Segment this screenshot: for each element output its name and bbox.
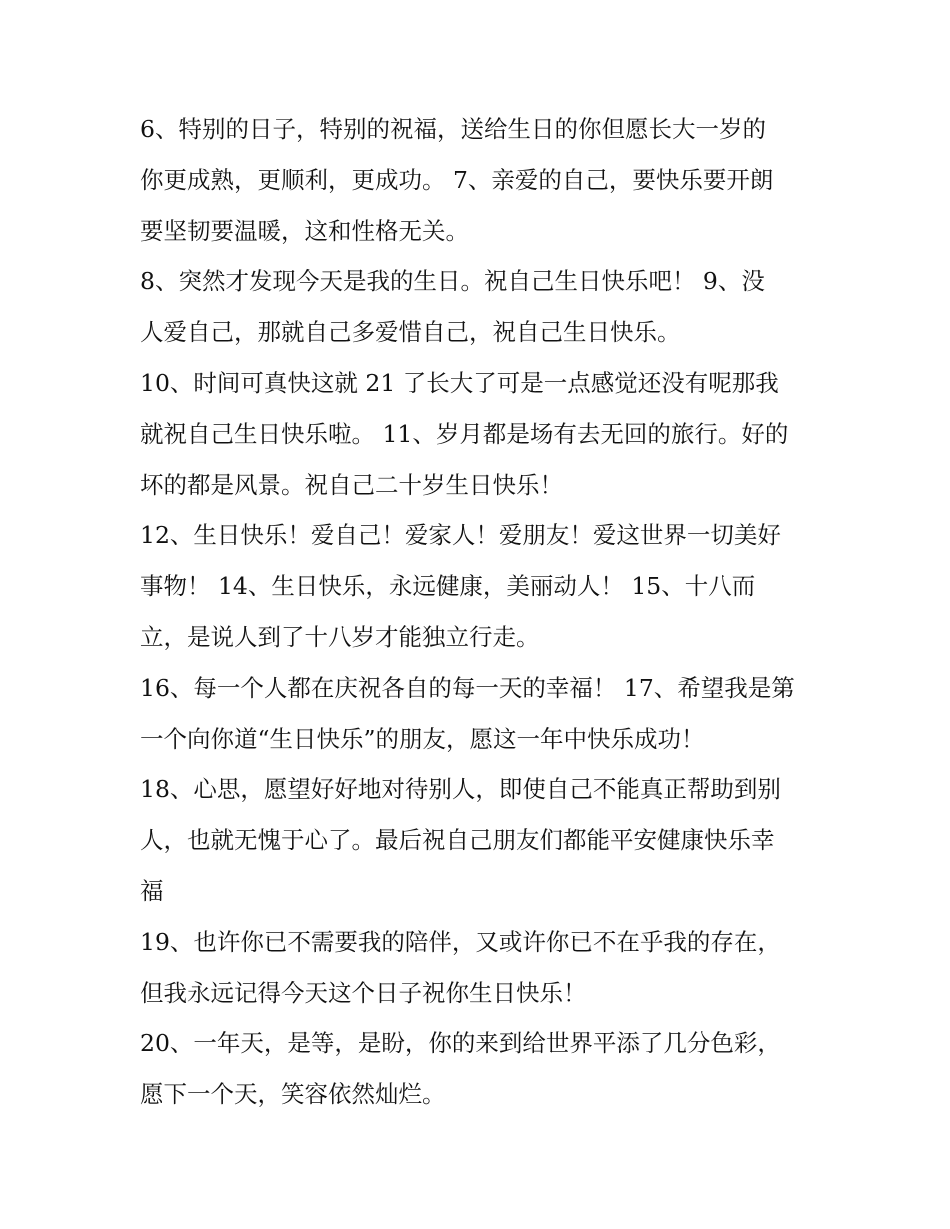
text-line: 20、一年天，是等，是盼，你的来到给世界平添了几分色彩，: [140, 1029, 781, 1058]
text-line: 坏的都是风景。祝自己二十岁生日快乐！: [140, 470, 563, 499]
text-line: 人，也就无愧于心了。最后祝自己朋友们都能平安健康快乐幸: [140, 826, 775, 855]
text-line: 你更成熟，更顺利，更成功。 7、亲爱的自己，要快乐要开朗: [140, 165, 774, 194]
text-line: 18、心思，愿望好好地对待别人，即使自己不能真正帮助到别: [140, 775, 781, 804]
document-body: [140, 104, 830, 1120]
text-line: 愿下一个天，笑容依然灿烂。: [140, 1080, 446, 1109]
text-line: 福: [140, 876, 164, 905]
text-line: 立，是说人到了十八岁才能独立行走。: [140, 622, 540, 651]
text-line: 一个向你道“生日快乐”的朋友，愿这一年中快乐成功！: [140, 724, 705, 753]
text-line: 10、时间可真快这就 21 了长大了可是一点感觉还没有呢那我: [140, 368, 779, 397]
text-line: 6、特别的日子，特别的祝福，送给生日的你但愿长大一岁的: [140, 115, 766, 143]
text-line: 就祝自己生日快乐啦。 11、岁月都是场有去无回的旅行。好的: [140, 419, 789, 448]
text-line: 要坚韧要温暖，这和性格无关。: [140, 216, 469, 245]
text-line: 但我永远记得今天这个日子祝你生日快乐！: [140, 978, 587, 1007]
text-line: 19、也许你已不需要我的陪伴，又或许你已不在乎我的存在，: [140, 927, 781, 956]
text-line: 事物！ 14、生日快乐，永远健康，美丽动人！ 15、十八而: [140, 572, 756, 601]
text-line: 16、每一个人都在庆祝各自的每一天的幸福！ 17、希望我是第: [140, 673, 795, 702]
text-line: 12、生日快乐！爱自己！爱家人！爱朋友！爱这世界一切美好: [140, 521, 781, 550]
text-line: 人爱自己，那就自己多爱惜自己，祝自己生日快乐。: [140, 318, 681, 347]
text-line: 8、突然才发现今天是我的生日。祝自己生日快乐吧！ 9、没: [140, 267, 765, 296]
